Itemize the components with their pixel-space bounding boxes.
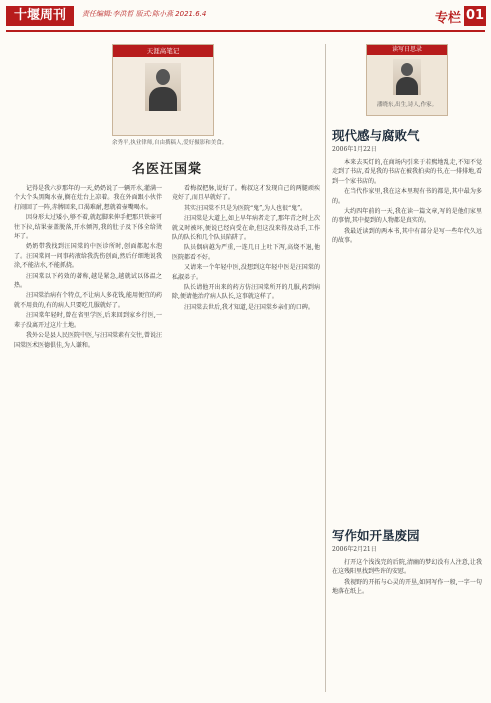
editor-credits: 责任编辑:李洪哲 版式:陈小燕 2021.6.4: [82, 10, 207, 18]
paragraph: 奶奶带我找到汪国棠的中医诊所时,创面都起水泡了。汪国棠问一问事药液给我洗伤创面,然后仔细地说我涂,不能沾水,不能抓挠。: [14, 243, 162, 270]
paragraph: 汪国棠年轻时,曾在省里学医,后来回到家乡行医,一辈子没离开过这片土地。: [14, 312, 162, 329]
article-date-1: 2006年1月22日: [332, 146, 377, 153]
article-body-col2: [172, 184, 320, 313]
article-body-col1: [14, 184, 162, 351]
column-badge-label: 天涯高笔记: [113, 45, 213, 57]
article-body-1: [332, 158, 482, 247]
paragraph: 汪国棠治病有个特点,不让病人多花钱,能用便宜的药就不用贵的,有的病人只要吃几服就好了。: [14, 292, 162, 309]
paragraph: 本来去买灯的,在商场内引来于若熙地乱走,不知不觉走到了书店,看见我的书店在被我拍卖的书,在一排排地,看到一个家书店的。: [332, 159, 482, 185]
paragraph: 我最近读到的两本书,其中有部分是写一些年代久远的故事。: [332, 227, 482, 245]
author-photo: [145, 63, 181, 111]
paragraph: 因身形太过矮小,够不着,就起脚来伸手把那只铁壶可往下拉,结果壶盖脱落,开水倾泻,我的肚子及下体全给烫坏了。: [14, 214, 162, 241]
section-title: 专栏: [434, 11, 461, 26]
page-number: 01: [464, 6, 486, 26]
paragraph: 我视野的开拓与心灵的开垦,如同写作一般,一字一句地落在纸上。: [332, 578, 482, 596]
article-title-2: 写作如开垦废园: [332, 528, 420, 543]
author-caption: 潘晓东,出生,诗人,作家。: [376, 102, 438, 108]
masthead: [0, 0, 491, 34]
paragraph: 我外公是县人民医院中医,与汪国棠素有交往,曾说汪国棠医术医德俱佳,为人谦和。: [14, 332, 162, 349]
article-body-2: [332, 558, 482, 598]
column-badge: [366, 44, 448, 116]
column-badge-label: 读写日思录: [367, 45, 447, 55]
paragraph: 其实汪国棠不只是为医院“鬼”,为人也很“鬼”。: [184, 204, 307, 212]
paragraph: 大约四年前的一天,我在读一篇文章,写的是他们家里的事情,其中提到的人物都是真实的。: [332, 208, 482, 225]
header-rule: [6, 30, 485, 32]
author-caption: 余秀平,执业律师,自由撰稿人,爱好摄影和美食。: [112, 140, 228, 146]
paragraph: 队员偶病越为严重,一连几日上吐下泻,高烧不退,他医院都看不好。: [172, 244, 320, 261]
newspaper-logo: 十堰周刊: [6, 6, 74, 26]
column-badge: [112, 44, 214, 136]
article-title: 名医汪国棠: [131, 162, 202, 177]
left-article: [14, 44, 320, 692]
paragraph: 汪国棠以下药效的著称,越是紧急,越就试以体温之热。: [14, 272, 162, 290]
article-title-1: 现代感与腐败气: [332, 128, 420, 143]
author-photo: [393, 59, 421, 95]
paragraph: 队长请他开出来的药方仿汪国棠所开的几服,药到病除,便请他治疗病人队长,这事就这样了。: [172, 284, 320, 301]
right-article: [332, 44, 482, 692]
article-date-2: 2006年2月21日: [332, 546, 377, 553]
column-divider: [325, 44, 326, 692]
paragraph: 看梅叔把脉,说好了。梅叔这才发现自己的两腿顽疾竟好了,而且早就好了。: [172, 185, 320, 202]
paragraph: 汪国棠是大道上,如上早年病者走了,那年青之时上次就义时被坏,便说已经向受在命,但这没来得及动手,工作队的队长和几个队员陷阱了。: [172, 215, 320, 242]
paragraph: 汪国棠去世后,我才知道,是汪国棠乡亲们的口碑。: [184, 303, 314, 311]
paragraph: 又请来一个年轻中医,没想到这年轻中医是汪国棠的私淑弟子。: [172, 264, 320, 281]
paragraph: 在当代作家里,我在这本里现有书的都是,其中最为多的。: [332, 188, 482, 205]
paragraph: 打开这个浅浅完的后院,清幽的梦幻没有人注意,让我在这残阳里找到些许的安慰。: [332, 559, 482, 576]
paragraph: 记得是我六岁那年的一天,奶奶说了一辆开水,灌满一个大个头黑陶水壶,搁在灶台上凉着。我在外面跟小伙伴打闹回了一阵,赤膊回来,口渴难耐,想就着壶嘴喝水。: [14, 185, 162, 211]
